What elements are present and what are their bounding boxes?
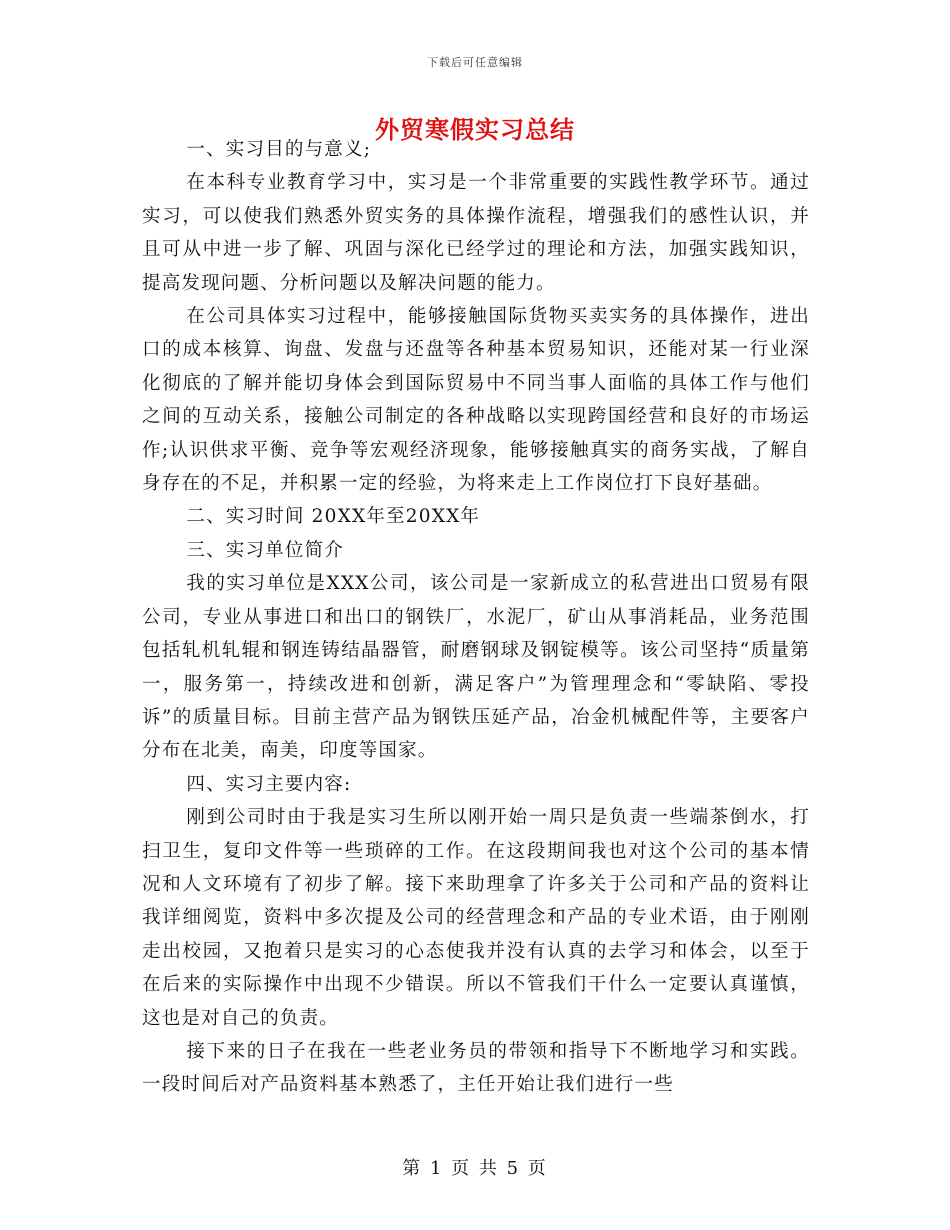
- section-heading-purpose: 一、实习目的与意义;: [186, 139, 372, 160]
- paragraph-company: 我的实习单位是XXX公司，该公司是一家新成立的私营进出口贸易有限公司，专业从事进口和出口的钢铁厂，水泥厂，矿山从事消耗品，业务范围包括轧机轧辊和钢连铸结晶器管，耐磨钢球及钢锭模等。该公司坚持“质量第一，服务第一，持续改进和创新，满足客户”为管理理念和“零缺陷、零投诉”的质量目标。目前主营产品为钢铁压延产品，冶金机械配件等，主要客户分布在北美，南美，印度等国家。: [142, 573, 810, 762]
- paragraph-purpose-1: 在本科专业教育学习中，实习是一个非常重要的实践性教学环节。通过实习，可以使我们熟悉外贸实务的具体操作流程，增强我们的感性认识，并且可从中进一步了解、巩固与深化已经学过的理论和方法，加强实践知识，提高发现问题、分析问题以及解决问题的能力。: [142, 172, 810, 294]
- header-note: 下载后可任意编辑: [427, 56, 523, 69]
- section-heading-content: 四、实习主要内容:: [186, 773, 352, 795]
- paragraph-purpose-2: 在公司具体实习过程中，能够接触国际货物买卖实务的具体操作，进出口的成本核算、询盘、发盘与还盘等各种基本贸易知识，还能对某一行业深化彻底的了解并能切身体会到国际贸易中不同当事人面临的具体工作与他们之间的互动关系，接触公司制定的各种战略以实现跨国经营和良好的市场运作;认识供求平衡、竞争等宏观经济现象，能够接触真实的商务实战，了解自身存在的不足，并积累一定的经验，为将来走上工作岗位打下良好基础。: [142, 306, 810, 495]
- paragraph-content-1: 刚到公司时由于我是实习生所以刚开始一周只是负责一些端茶倒水，打扫卫生，复印文件等一些琐碎的工作。在这段期间我也对这个公司的基本情况和人文环境有了初步了解。接下来助理拿了许多关于公司和产品的资料让我详细阅览，资料中多次提及公司的经营理念和产品的专业术语，由于刚刚走出校园，又抱着只是实习的心态使我并没有认真的去学习和体会，以至于在后来的实际操作中出现不少错误。所以不管我们干什么一定要认真谨慎，这也是对自己的负责。: [142, 807, 810, 1029]
- document-title: 外贸寒假实习总结: [375, 115, 575, 144]
- section-heading-company: 三、实习单位简介: [186, 539, 344, 561]
- page-number-footer: 第 1 页 共 5 页: [402, 1158, 548, 1179]
- paragraph-content-2: 接下来的日子在我在一些老业务员的带领和指导下不断地学习和实践。一段时间后对产品资料基本熟悉了，主任开始让我们进行一些: [142, 1040, 810, 1096]
- document-body: [142, 133, 810, 1102]
- section-heading-time: 二、实习时间 20XX年至20XX年: [186, 506, 481, 528]
